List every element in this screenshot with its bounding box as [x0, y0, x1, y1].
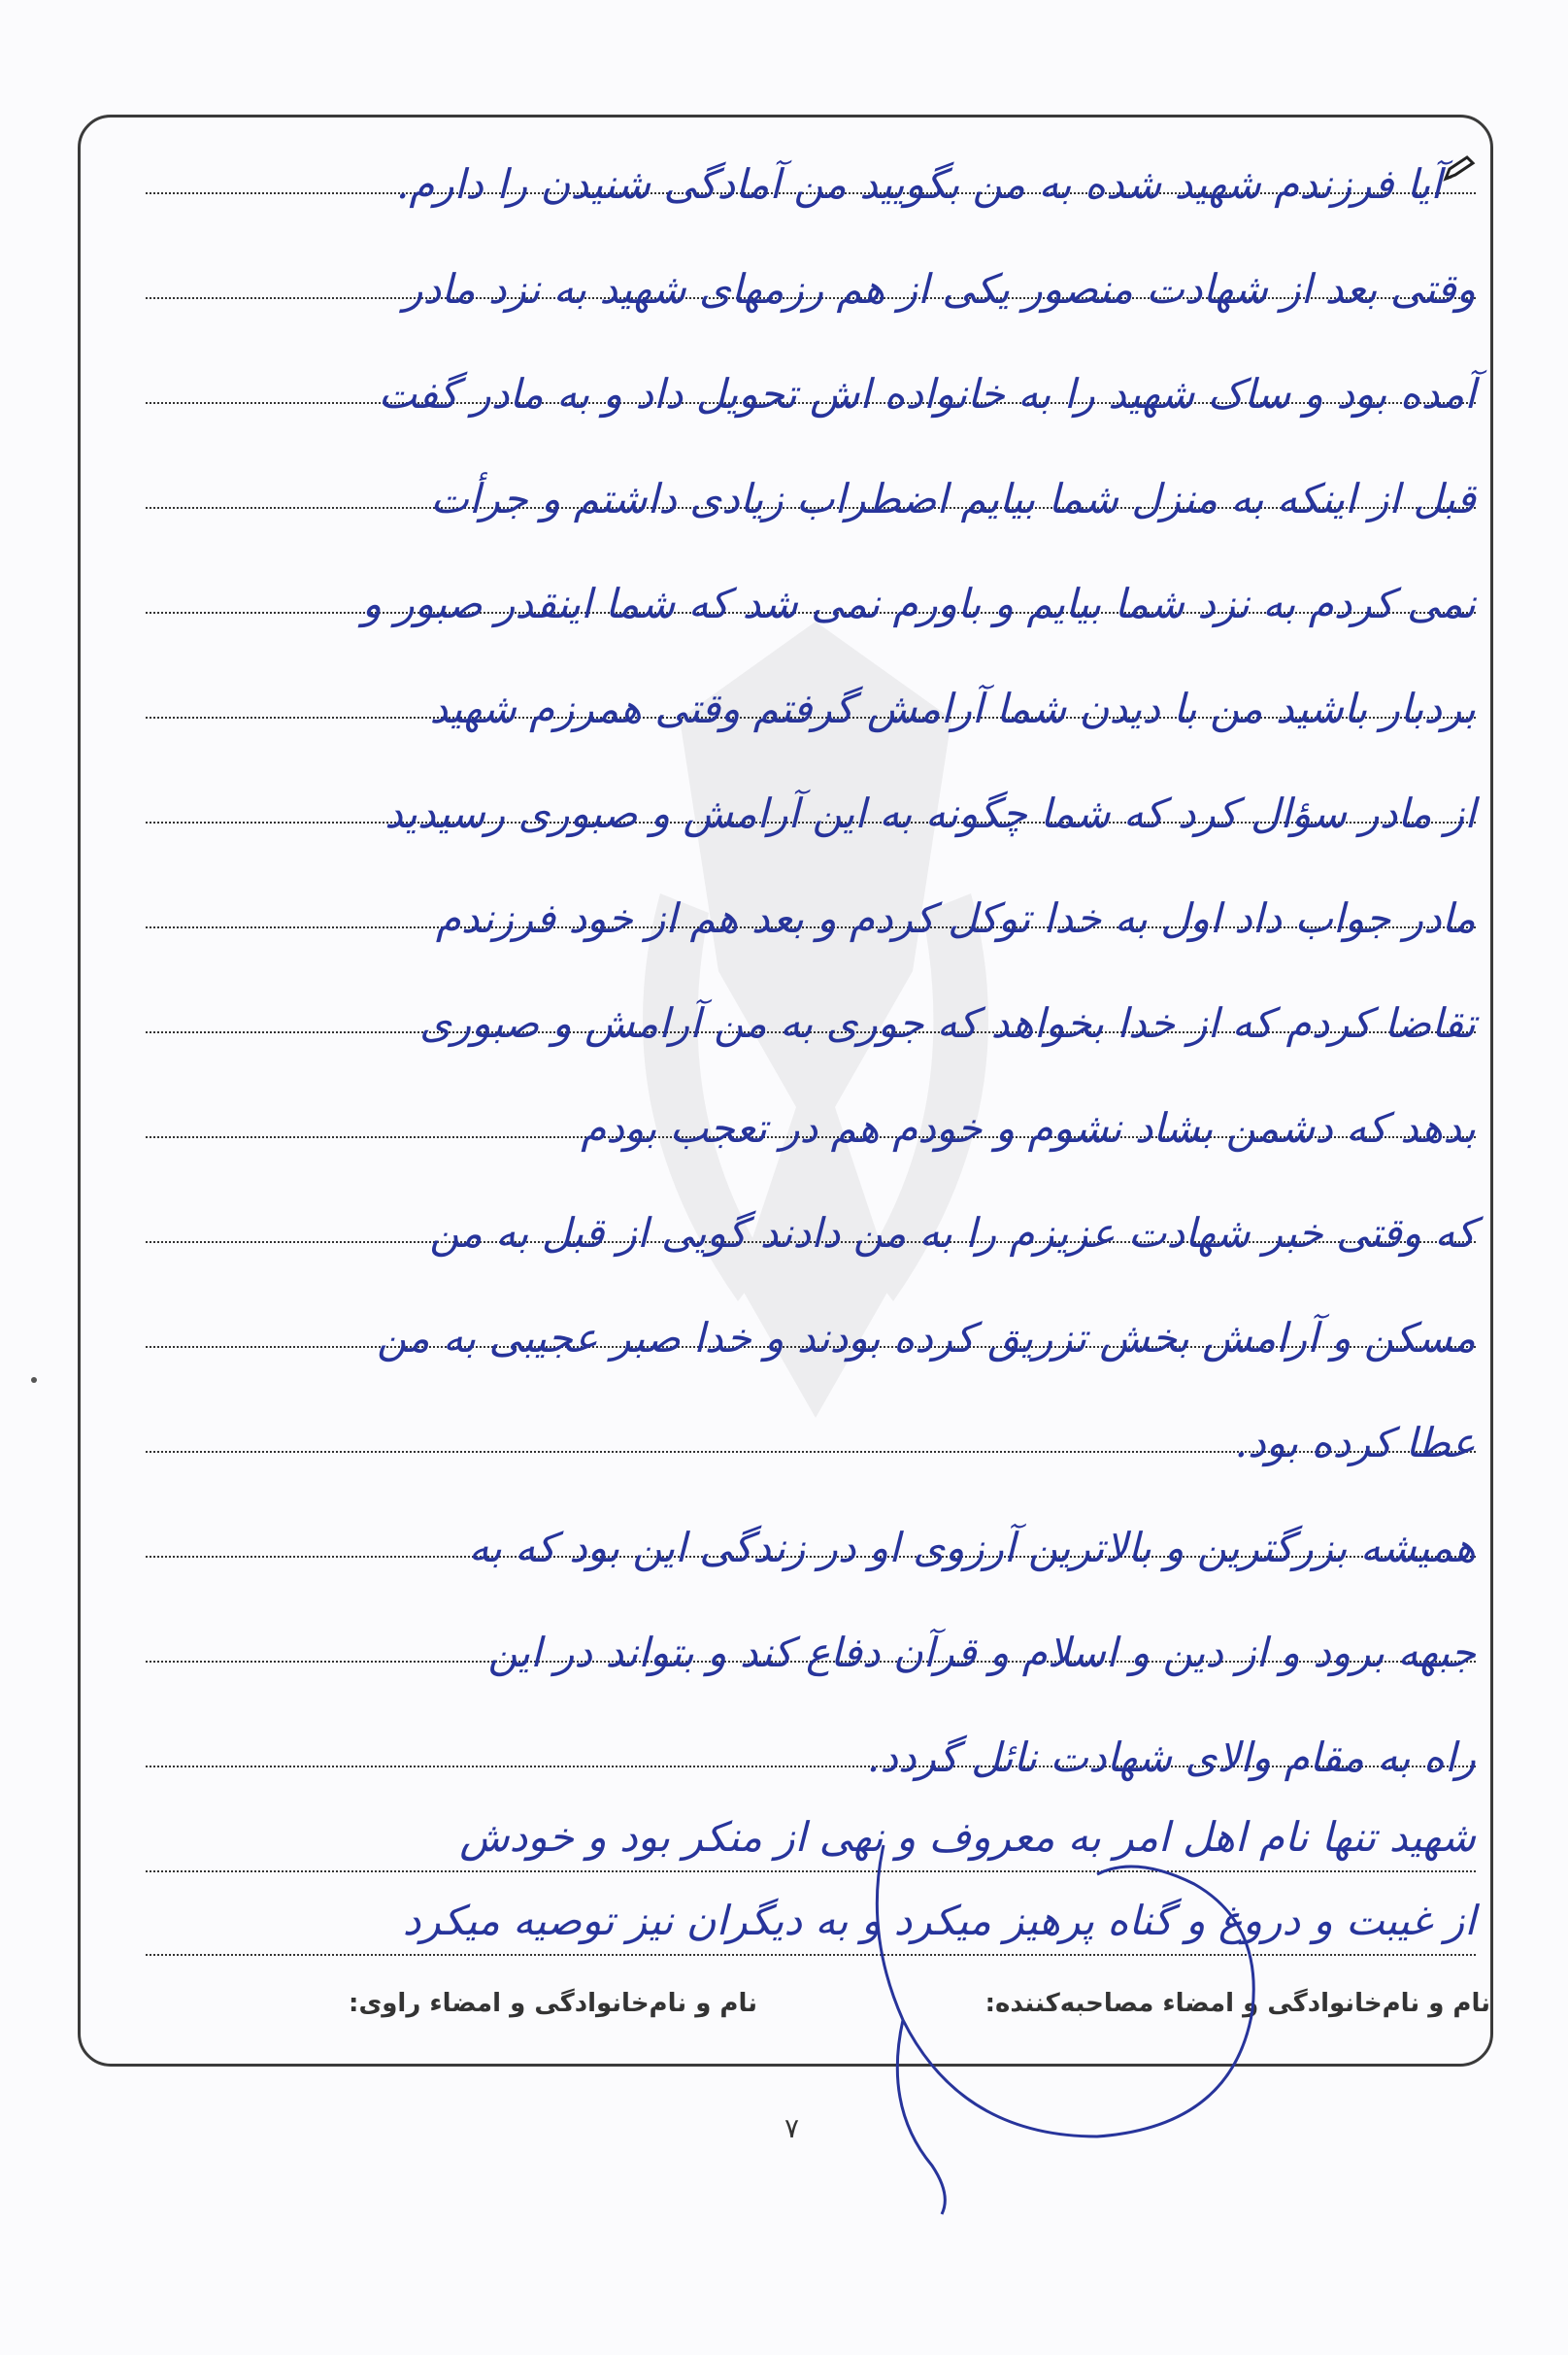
- handwriting-line: مادر جواب داد اول به خدا توکل کردم و بعد هم از خود فرزندم: [435, 894, 1476, 942]
- ruled-line: [146, 1954, 1476, 1956]
- handwriting-line: راه به مقام والای شهادت نائل گردد.: [866, 1733, 1476, 1781]
- handwriting-line: همیشه بزرگترین و بالاترین آرزوی او در زندگی این بود که به: [468, 1524, 1476, 1571]
- narrator-signature-label: نام و نام‌خانوادگی و امضاء راوی:: [349, 1989, 757, 2018]
- handwriting-line: بدهد که دشمن بشاد نشوم و خودم هم در تعجب بودم: [581, 1104, 1476, 1152]
- ruled-line: [146, 1870, 1476, 1872]
- handwriting-line: آمده بود و ساک شهید را به خانواده اش تحویل داد و به مادر گفت: [378, 370, 1476, 418]
- handwriting-line: از غیبت و دروغ و گناه پرهیز میکرد و به دیگران نیز توصیه میکرد: [402, 1897, 1476, 1944]
- handwriting-line: آیا فرزندم شهید شده به من بگویید من آمادگی شنیدن را دارم.: [396, 160, 1442, 208]
- handwriting-line: از مادر سؤال کرد که شما چگونه به این آرامش و صبوری رسیدید: [384, 790, 1476, 837]
- interviewer-signature-label: نام و نام‌خانوادگی و امضاء مصاحبه‌کننده:: [984, 1989, 1490, 2018]
- handwriting-line: عطا کرده بود.: [1234, 1419, 1476, 1466]
- handwriting-line: شهید تنها نام اهل امر به معروف و نهی از منکر بود و خودش: [459, 1813, 1476, 1861]
- handwriting-line: قبل از اینکه به منزل شما بیایم اضطراب زیادی داشتم و جرأت: [430, 475, 1476, 522]
- handwriting-line: جبهه برود و از دین و اسلام و قرآن دفاع کند و بتواند در این: [487, 1629, 1476, 1676]
- page-number: ۷: [784, 2112, 800, 2144]
- margin-dot: [31, 1377, 37, 1383]
- handwriting-line: وقتی بعد از شهادت منصور یکی از هم رزمهای شهید به نزد مادر: [403, 265, 1476, 313]
- handwriting-line: بردبار باشید من با دیدن شما آرامش گرفتم وقتی همرزم شهید: [429, 685, 1476, 732]
- signature: [845, 1816, 1272, 2224]
- handwriting-line: نمی کردم به نزد شما بیایم و باورم نمی شد که شما اینقدر صبور و: [361, 580, 1476, 627]
- handwriting-line: مسکن و آرامش بخش تزریق کرده بودند و خدا صبر عجیبی به من: [377, 1314, 1476, 1362]
- handwriting-line: که وقتی خبر شهادت عزیزم را به من دادند گویی از قبل به من: [429, 1209, 1476, 1257]
- handwriting-line: تقاضا کردم که از خدا بخواهد که جوری به من آرامش و صبوری: [419, 999, 1476, 1047]
